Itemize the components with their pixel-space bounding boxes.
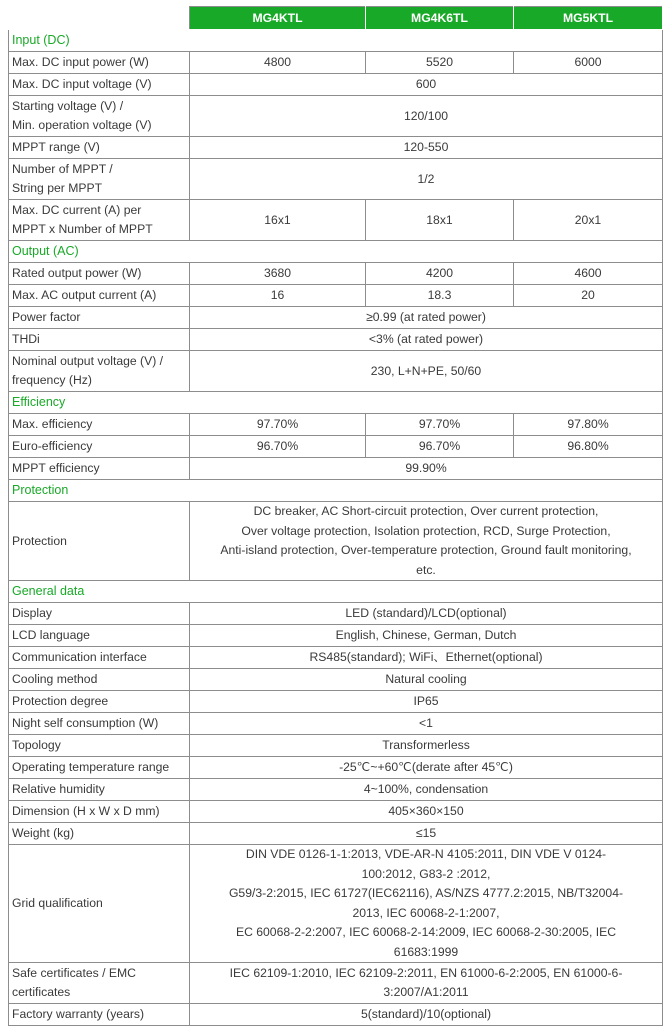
spec-label [9,329,190,351]
spec-value: 600 [190,74,663,96]
section-title: Efficiency [9,392,663,414]
spec-row [9,779,663,801]
spec-value: ≤15 [190,823,663,845]
section-row [9,241,663,263]
spec-label-line: Weight (kg) [12,826,75,840]
section-row [9,30,663,52]
spec-label-line: Safe certificates / EMC [12,966,136,980]
spec-row [9,823,663,845]
spec-value: 20 [514,285,663,307]
spec-value: <3% (at rated power) [190,329,663,351]
spec-label [9,307,190,329]
spec-value: 20x1 [514,200,663,241]
spec-row [9,845,663,963]
header-model-3: MG5KTL [514,7,663,30]
spec-table [8,6,663,1026]
spec-label [9,137,190,159]
spec-label [9,779,190,801]
spec-value: 1/2 [190,159,663,200]
spec-value: 96.70% [366,436,514,458]
spec-label [9,713,190,735]
spec-row [9,691,663,713]
spec-value-line: DC breaker, AC Short-circuit protection, Over current protection, [253,504,599,518]
spec-value-line: Over voltage protection, Isolation protection, RCD, Surge Protection, [241,523,611,538]
spec-row [9,74,663,96]
spec-row [9,502,663,581]
section-row [9,480,663,502]
spec-row [9,436,663,458]
spec-row [9,351,663,392]
spec-label-line: LCD language [12,628,90,642]
spec-label [9,52,190,74]
spec-value: 405×360×150 [190,801,663,823]
spec-value: 18x1 [366,200,514,241]
spec-row [9,801,663,823]
spec-row [9,963,663,1004]
spec-value: 97.70% [190,414,366,436]
spec-table-body [9,7,663,1026]
spec-label-line: Number of MPPT / [12,162,113,176]
spec-label-line: Power factor [12,310,81,324]
header-row [9,7,663,30]
spec-value: English, Chinese, German, Dutch [190,625,663,647]
spec-value: 5(standard)/10(optional) [190,1004,663,1026]
spec-label-line: THDi [12,332,40,346]
spec-label-line: Nominal output voltage (V) / [12,354,164,368]
spec-value: 97.80% [514,414,663,436]
spec-label-line: Topology [12,738,61,752]
spec-value-line: DIN VDE 0126-1-1:2013, VDE-AR-N 4105:2011, DIN VDE V 0124- [245,847,607,861]
spec-value: 4200 [366,263,514,285]
spec-label [9,625,190,647]
spec-value: IP65 [190,691,663,713]
spec-value: 96.80% [514,436,663,458]
section-title: Protection [9,480,663,502]
spec-value: ≥0.99 (at rated power) [190,307,663,329]
spec-label [9,603,190,625]
spec-value: 120/100 [190,96,663,137]
spec-label-line: Protection degree [12,694,109,708]
spec-label-line: Max. efficiency [12,417,93,431]
spec-label [9,159,190,200]
spec-label [9,414,190,436]
spec-value: 5520 [366,52,514,74]
spec-value: Natural cooling [190,669,663,691]
spec-label [9,801,190,823]
spec-label-line: frequency (Hz) [12,373,92,387]
spec-label-line: certificates [12,985,71,999]
spec-value: -25℃~+60℃(derate after 45℃) [190,757,663,779]
spec-label [9,823,190,845]
spec-value: 120-550 [190,137,663,159]
spec-row [9,137,663,159]
spec-label-line: String per MPPT [12,181,103,195]
spec-value-line: G59/3-2:2015, IEC 61727(IEC62116), AS/NZS 4777.2:2015, NB/T32004- [228,886,624,900]
spec-value: 4~100%, condensation [190,779,663,801]
spec-row [9,307,663,329]
spec-value [190,845,663,963]
spec-row [9,735,663,757]
section-title: Input (DC) [9,30,663,52]
spec-label-line: Max. DC input power (W) [12,55,149,69]
section-title: General data [9,581,663,603]
spec-value-line: EC 60068-2-2:2007, IEC 60068-2-14:2009, IEC 60068-2-30:2005, IEC [235,925,617,939]
header-corner [9,7,190,30]
spec-row [9,263,663,285]
spec-label-line: Max. AC output current (A) [12,288,157,302]
spec-row [9,52,663,74]
spec-label-line: Grid qualification [12,896,103,910]
spec-label-line: Dimension (H x W x D mm) [12,804,160,818]
section-title: Output (AC) [9,241,663,263]
spec-row [9,458,663,480]
spec-row [9,647,663,669]
spec-value-line: etc. [416,562,436,577]
spec-value-line: Anti-island protection, Over-temperature protection, Ground fault monitoring, [220,543,632,557]
spec-value-line: 2013, IEC 60068-2-1:2007, [352,905,500,920]
spec-row [9,96,663,137]
spec-value: <1 [190,713,663,735]
spec-value: 99.90% [190,458,663,480]
spec-value: Transformerless [190,735,663,757]
spec-value: RS485(standard); WiFi、Ethernet(optional) [190,647,663,669]
spec-label-line: Communication interface [12,650,147,664]
spec-value: 3680 [190,263,366,285]
spec-label-line: MPPT efficiency [12,461,100,475]
spec-label-line: Night self consumption (W) [12,716,159,730]
spec-label [9,963,190,1004]
spec-value: 16 [190,285,366,307]
spec-row [9,414,663,436]
spec-label [9,669,190,691]
spec-label [9,351,190,392]
spec-label-line: Max. DC input voltage (V) [12,77,152,91]
section-row [9,392,663,414]
spec-label [9,757,190,779]
spec-value-line: 100:2012, G83-2 :2012, [361,866,491,881]
spec-value: 96.70% [190,436,366,458]
spec-value: LED (standard)/LCD(optional) [190,603,663,625]
spec-label-line: Max. DC current (A) per [12,203,142,217]
spec-value-line: IEC 62109-1:2010, IEC 62109-2:2011, EN 61000-6-2:2005, EN 61000-6- [229,965,623,980]
spec-label-line: Min. operation voltage (V) [12,118,152,132]
spec-row [9,757,663,779]
spec-label-line: Euro-efficiency [12,439,93,453]
spec-value [190,963,663,1004]
spec-row [9,200,663,241]
spec-label [9,647,190,669]
spec-label [9,735,190,757]
spec-value: 4600 [514,263,663,285]
spec-row [9,713,663,735]
spec-label [9,845,190,963]
spec-label-line: Factory warranty (years) [12,1007,145,1021]
spec-value: 6000 [514,52,663,74]
spec-label [9,436,190,458]
spec-value: 97.70% [366,414,514,436]
spec-label-line: Operating temperature range [12,760,170,774]
spec-label-line: Protection [12,533,67,548]
spec-label [9,502,190,581]
spec-label [9,1004,190,1026]
spec-label [9,74,190,96]
spec-value: 4800 [190,52,366,74]
spec-label [9,458,190,480]
spec-label-line: Starting voltage (V) / [12,99,124,113]
section-row [9,581,663,603]
spec-row [9,329,663,351]
spec-row [9,159,663,200]
spec-value: 16x1 [190,200,366,241]
spec-value-line: 61683:1999 [393,944,459,959]
spec-row [9,625,663,647]
spec-label [9,285,190,307]
spec-value-line: 3:2007/A1:2011 [383,985,469,999]
spec-value: 18.3 [366,285,514,307]
spec-label-line: Rated output power (W) [12,266,142,280]
spec-label [9,200,190,241]
spec-row [9,603,663,625]
spec-label-line: MPPT range (V) [12,140,100,154]
spec-label-line: MPPT x Number of MPPT [12,222,153,236]
spec-label [9,263,190,285]
spec-label [9,691,190,713]
spec-label-line: Cooling method [12,672,98,686]
spec-label-line: Relative humidity [12,782,105,796]
header-model-1: MG4KTL [190,7,366,30]
spec-row [9,285,663,307]
spec-label-line: Display [12,606,52,620]
spec-row [9,1004,663,1026]
spec-value: 230, L+N+PE, 50/60 [190,351,663,392]
header-model-2: MG4K6TL [366,7,514,30]
spec-label [9,96,190,137]
spec-row [9,669,663,691]
spec-value [190,502,663,581]
